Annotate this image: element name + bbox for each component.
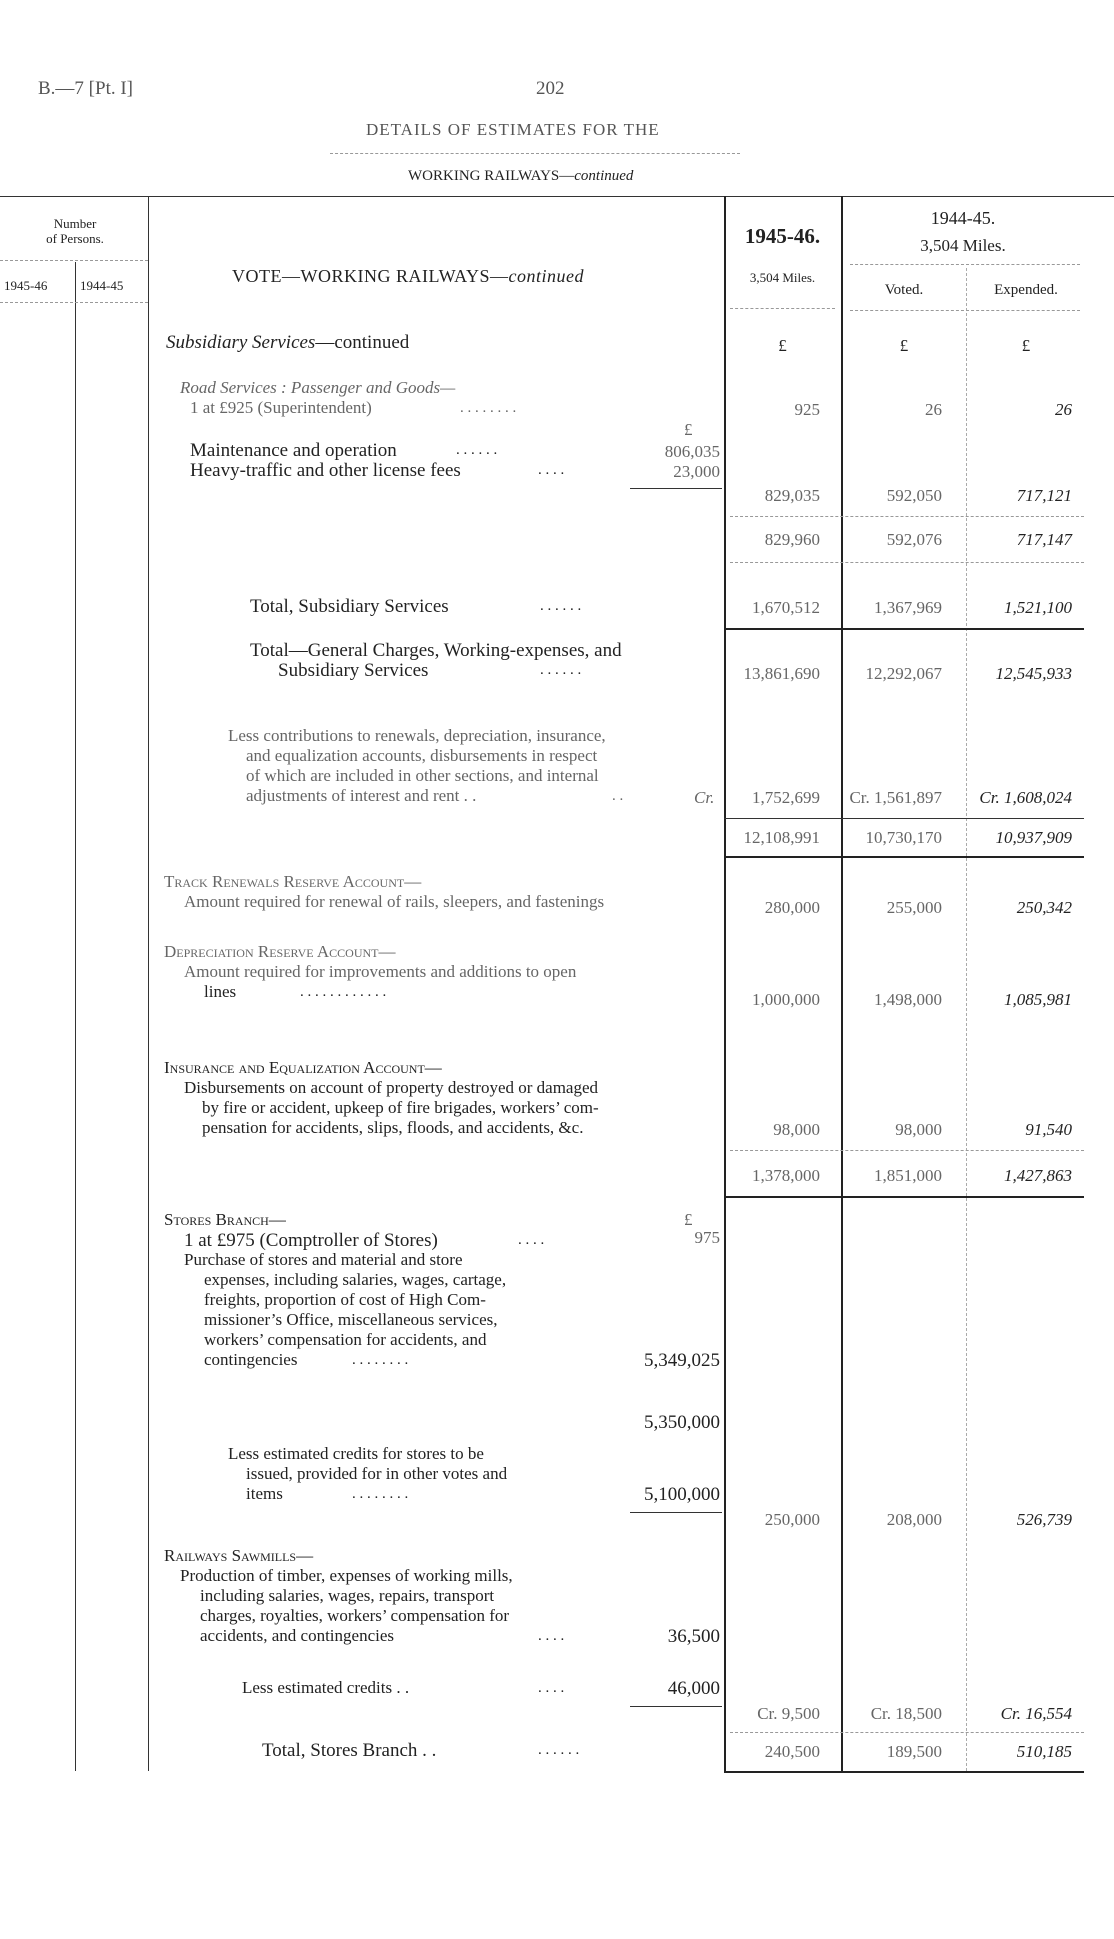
sawmills-line2: including salaries, wages, repairs, transport	[200, 1586, 495, 1605]
stores-heading: Stores Branch—	[164, 1210, 286, 1229]
sawmills-net-est: Cr. 9,500	[757, 1704, 820, 1723]
sawmills-text	[180, 1566, 513, 1646]
total-subsidiary-expended: 1,521,100	[1004, 598, 1072, 617]
expended-header: Expended.	[994, 282, 1058, 298]
pound-expended: £	[1021, 336, 1031, 355]
prev-miles: 3,504 Miles.	[920, 236, 1006, 255]
road-total-rule	[730, 562, 1084, 563]
sawmills-less-amount: 46,000	[667, 1678, 720, 1699]
depreciation-voted: 1,498,000	[874, 990, 942, 1009]
vote-main: VOTE—WORKING RAILWAYS—	[232, 266, 509, 286]
insurance-est: 98,000	[773, 1120, 820, 1139]
voted-header: Voted.	[884, 282, 924, 298]
depreciation-line2: lines	[204, 982, 237, 1001]
persons-split-rule	[75, 262, 76, 1771]
stores-purchase-line6: contingencies	[204, 1350, 298, 1369]
stores-purchase-line4: missioner’s Office, miscellaneous services,	[204, 1310, 498, 1329]
total-stores-dots: . . . . . .	[538, 1742, 580, 1758]
est-header-rule	[730, 308, 835, 309]
reserves-total-est: 1,378,000	[752, 1166, 820, 1185]
road-sub-rule	[730, 516, 1084, 517]
total-general-line2: Subsidiary Services	[278, 660, 429, 681]
sawmills-net-voted: Cr. 18,500	[870, 1704, 942, 1723]
persons-year-b: 1944-45	[80, 278, 124, 293]
track-renewals-text: Amount required for renewal of rails, sleepers, and fastenings	[184, 892, 605, 911]
sawmills-line1: Production of timber, expenses of working mills,	[180, 1566, 513, 1585]
stores-less-line2: issued, provided for in other votes and	[246, 1464, 508, 1483]
sawmills-heading: Railways Sawmills—	[164, 1546, 314, 1565]
subtitle-cont: continued	[574, 168, 634, 184]
track-renewals-expended: 250,342	[1016, 898, 1072, 917]
road-total-est: 829,960	[764, 530, 820, 549]
stores-purchase-dots: . . . . . . . .	[352, 1352, 409, 1368]
road-sub-est: 829,035	[764, 486, 820, 505]
total-subsidiary-voted: 1,367,969	[874, 598, 942, 617]
less-contributions-line3: of which are included in other sections, and internal	[246, 766, 599, 785]
persons-header-rule	[0, 260, 148, 261]
vote-heading	[232, 266, 584, 287]
stores-pound: £	[684, 1210, 693, 1229]
stores-row1-amount: 975	[694, 1228, 720, 1247]
total-stores-label: Total, Stores Branch . .	[262, 1740, 437, 1761]
insurance-heading: Insurance and Equalization Account—	[164, 1058, 442, 1077]
reserves-total-rule	[724, 1196, 1084, 1198]
total-subsidiary-label: Total, Subsidiary Services	[250, 596, 449, 617]
persons-sub-rule	[0, 302, 148, 303]
insurance-rule	[730, 1150, 1084, 1151]
sawmills-less-rule	[630, 1706, 722, 1707]
insurance-line1: Disbursements on account of property destroyed or damaged	[184, 1078, 599, 1097]
road-row1-dots: . . . . . . . .	[460, 400, 517, 416]
prev-year: 1944-45.	[930, 208, 996, 228]
road-row1-voted: 26	[925, 400, 942, 419]
total-subsidiary-rule	[724, 628, 1084, 630]
stores-purchase-line5: workers’ compensation for accidents, and	[204, 1330, 487, 1349]
road-total-expended: 717,147	[1016, 530, 1072, 549]
depreciation-expended: 1,085,981	[1004, 990, 1072, 1009]
net-voted: 10,730,170	[865, 828, 942, 847]
total-general-expended: 12,545,933	[995, 664, 1072, 683]
page-title: DETAILS OF ESTIMATES FOR THE	[366, 120, 660, 139]
road-row1-est: 925	[794, 400, 820, 419]
total-stores-voted: 189,500	[886, 1742, 942, 1761]
persons-year-a: 1945-46	[4, 278, 48, 293]
stores-less-amount: 5,100,000	[644, 1484, 720, 1505]
less-contributions-line4: adjustments of interest and rent . .	[246, 786, 477, 805]
voted-expended-rule	[966, 268, 967, 1771]
insurance-expended: 91,540	[1025, 1120, 1072, 1139]
stores-row1-dots: . . . .	[518, 1232, 545, 1248]
insurance-line3: pensation for accidents, slips, floods, and accidents, &c.	[202, 1118, 584, 1137]
road-sub-expended: 717,121	[1016, 486, 1072, 505]
sawmills-net-rule	[730, 1732, 1084, 1733]
total-general-est: 13,861,690	[743, 664, 820, 683]
road-total-voted: 592,076	[886, 530, 942, 549]
net-rule	[724, 856, 1084, 858]
sawmills-net-expended: Cr. 16,554	[1000, 1704, 1072, 1723]
road-row1-label: 1 at £925 (Superintendent)	[190, 398, 372, 417]
sawmills-dots: . . . .	[538, 1628, 565, 1644]
sawmills-line4: accidents, and contingencies	[200, 1626, 395, 1645]
section-heading-text: Subsidiary Services	[166, 332, 316, 353]
depreciation-est: 1,000,000	[752, 990, 820, 1009]
vote-cont: continued	[508, 266, 584, 286]
stores-net-expended: 526,739	[1016, 1510, 1072, 1529]
road-pound: £	[684, 420, 693, 439]
reserves-total-expended: 1,427,863	[1004, 1166, 1072, 1185]
sawmills-less-dots: . . . .	[538, 1680, 565, 1696]
stores-purchase-text	[184, 1250, 506, 1370]
less-contributions-est: 1,752,699	[752, 788, 820, 807]
depreciation-heading: Depreciation Reserve Account—	[164, 942, 396, 961]
reserves-total-voted: 1,851,000	[874, 1166, 942, 1185]
total-general-line1: Total—General Charges, Working-expenses, and	[250, 640, 622, 661]
road-row2-dots: . . . . . .	[456, 442, 498, 458]
less-contributions-dots: . .	[612, 788, 624, 804]
stores-net-est: 250,000	[764, 1510, 820, 1529]
sawmills-less-label: Less estimated credits . .	[242, 1678, 410, 1697]
total-subsidiary-est: 1,670,512	[752, 598, 820, 617]
road-row1-expended: 26	[1055, 400, 1072, 419]
stores-net-voted: 208,000	[886, 1510, 942, 1529]
total-general-voted: 12,292,067	[865, 664, 942, 683]
persons-col-rule	[148, 196, 149, 1771]
section-heading-cont: —continued	[315, 332, 410, 353]
stores-less-dots: . . . . . . . .	[352, 1486, 409, 1502]
pound-voted: £	[899, 336, 909, 355]
stores-purchase-amount: 5,349,025	[644, 1350, 720, 1371]
stores-purchase-line1: Purchase of stores and material and store	[184, 1250, 463, 1269]
section-heading	[166, 332, 409, 354]
table-top-rule	[0, 196, 1114, 197]
road-amount-rule	[630, 488, 722, 489]
road-row2-amount: 806,035	[664, 442, 720, 461]
persons-label-2: of Persons.	[46, 231, 104, 246]
less-contributions-rule	[724, 818, 1084, 819]
less-contributions-text	[228, 726, 606, 806]
title-rule	[330, 153, 740, 154]
track-renewals-est: 280,000	[764, 898, 820, 917]
table-bottom-rule	[724, 1771, 1084, 1773]
prev-sub-rule	[850, 310, 1080, 311]
page-ref: B.—7 [Pt. I]	[38, 78, 133, 99]
track-renewals-voted: 255,000	[886, 898, 942, 917]
stores-purchase-line3: freights, proportion of cost of High Com-	[204, 1290, 486, 1309]
less-contributions-line2: and equalization accounts, disbursements in respect	[246, 746, 598, 765]
prev-header-rule	[850, 264, 1080, 265]
road-row2-label: Maintenance and operation	[190, 440, 397, 461]
road-row3-dots: . . . .	[538, 462, 565, 478]
insurance-text	[184, 1078, 599, 1138]
page-subtitle	[408, 168, 633, 185]
depreciation-line1: Amount required for improvements and additions to open	[184, 962, 577, 981]
road-sub-voted: 592,050	[886, 486, 942, 505]
stores-purchase-line2: expenses, including salaries, wages, cartage,	[204, 1270, 507, 1289]
sawmills-line3: charges, royalties, workers’ compensation for	[200, 1606, 510, 1625]
stores-less-rule	[630, 1512, 722, 1513]
subtitle-main: WORKING RAILWAYS—	[408, 168, 575, 184]
less-contributions-expended: Cr. 1,608,024	[979, 788, 1072, 807]
est-year: 1945-46.	[744, 224, 821, 248]
net-est: 12,108,991	[743, 828, 820, 847]
depreciation-dots: . . . . . . . . . . . .	[300, 984, 387, 1000]
total-stores-expended: 510,185	[1016, 1742, 1072, 1761]
est-miles: 3,504 Miles.	[749, 270, 816, 285]
less-contributions-line1: Less contributions to renewals, depreciation, insurance,	[228, 726, 606, 745]
road-row3-label: Heavy-traffic and other license fees	[190, 460, 461, 481]
track-renewals-heading: Track Renewals Reserve Account—	[164, 872, 422, 891]
road-services-heading: Road Services : Passenger and Goods—	[180, 378, 456, 397]
total-subsidiary-dots: . . . . . .	[540, 598, 582, 614]
less-contributions-cr: Cr.	[694, 788, 715, 807]
page-number: 202	[536, 78, 565, 99]
total-stores-est: 240,500	[764, 1742, 820, 1761]
stores-less-line1: Less estimated credits for stores to be	[228, 1444, 484, 1463]
less-contributions-voted: Cr. 1,561,897	[849, 788, 942, 807]
insurance-voted: 98,000	[895, 1120, 942, 1139]
stores-row1-label: 1 at £975 (Comptroller of Stores)	[184, 1230, 438, 1251]
net-expended: 10,937,909	[995, 828, 1072, 847]
insurance-line2: by fire or accident, upkeep of fire brigades, workers’ com-	[202, 1098, 599, 1117]
sawmills-amount: 36,500	[667, 1626, 720, 1647]
persons-label-1: Number	[53, 216, 97, 231]
road-row3-amount: 23,000	[673, 462, 720, 481]
stores-subtotal: 5,350,000	[644, 1412, 720, 1433]
stores-less-line3: items	[246, 1484, 283, 1503]
est-col-rule-right	[841, 196, 843, 1771]
total-general-dots: . . . . . .	[540, 662, 582, 678]
pound-est: £	[778, 336, 787, 355]
est-col-rule-left	[724, 196, 726, 1771]
persons-header	[0, 216, 150, 246]
